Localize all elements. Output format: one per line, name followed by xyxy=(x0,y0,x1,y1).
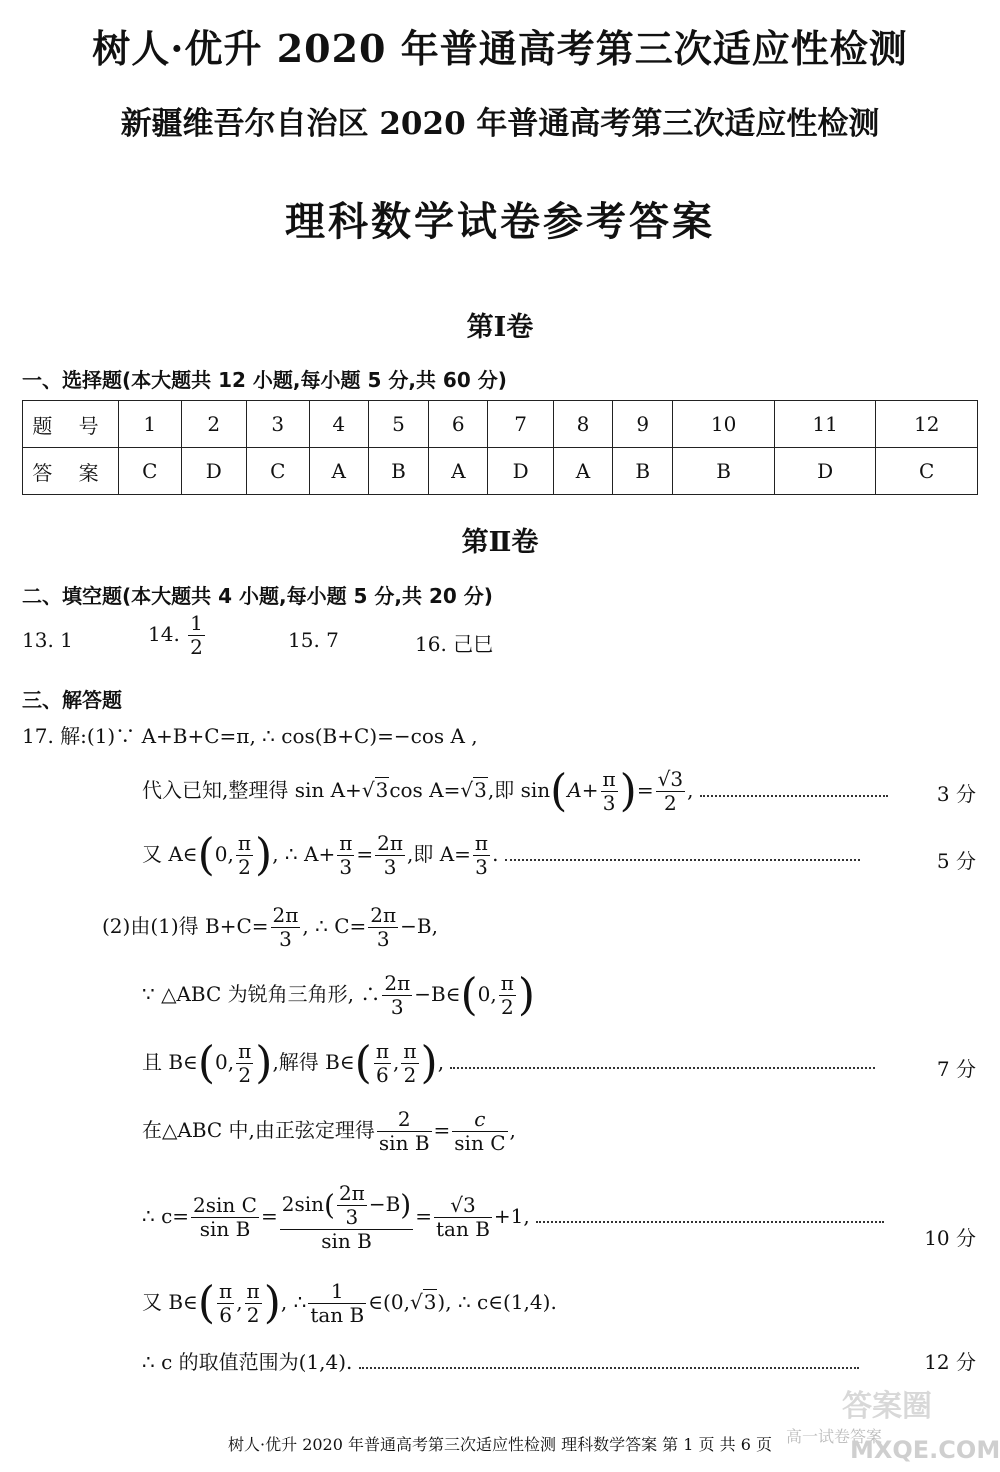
q17-line-4 xyxy=(102,904,438,951)
q17-line-6: 且 B∈(0, $\frac{\pi}{2}$ ),解得 B∈( $\frac{\pi}{6}$ , $\frac{\pi}{2}$ ), xyxy=(142,1040,875,1087)
denominator: sin C xyxy=(454,1131,506,1155)
table-cell: 3 xyxy=(247,401,310,448)
paren-left: ( xyxy=(354,1037,372,1089)
paren-left: ( xyxy=(197,1277,216,1329)
fraction xyxy=(601,768,618,815)
q17-line-5 xyxy=(142,969,536,1021)
denominator: 2 xyxy=(190,635,203,659)
fraction xyxy=(374,1040,391,1087)
table-row-numbers xyxy=(23,401,978,448)
denominator: 2 xyxy=(238,1063,252,1087)
radicand: 3 xyxy=(423,1290,437,1314)
numerator: c xyxy=(452,1108,507,1132)
fraction xyxy=(401,1040,418,1087)
paren-left: ( xyxy=(324,1188,335,1222)
denominator: sin B xyxy=(378,1131,430,1155)
paren-right: ) xyxy=(263,1277,281,1329)
denominator: 3 xyxy=(602,791,616,815)
text: , ∴ xyxy=(280,1290,307,1314)
score-3: 3 分 xyxy=(936,782,976,806)
fraction xyxy=(434,1194,492,1241)
text: , ∴ C= xyxy=(302,914,367,938)
denominator: 2 xyxy=(403,1063,417,1087)
sqrt-symbol: √ xyxy=(361,778,375,802)
table-cell: 9 xyxy=(613,401,673,448)
paren-left: ( xyxy=(197,829,215,881)
watermark-logo xyxy=(772,1388,1000,1464)
score-7: 7 分 xyxy=(936,1057,976,1081)
table-cell: 10 xyxy=(673,401,775,448)
table-cell: C xyxy=(247,448,310,495)
table-cell: A xyxy=(553,448,612,495)
text: ∵ △ABC 为锐角三角形, ∴ xyxy=(142,982,381,1006)
answer-table xyxy=(22,400,978,495)
numerator: 1 xyxy=(190,611,203,635)
denominator: 6 xyxy=(219,1303,232,1327)
paren-left: ( xyxy=(550,765,568,817)
watermark-text-1: 答案圈 xyxy=(842,1389,932,1424)
fraction xyxy=(308,1280,366,1327)
denominator: 3 xyxy=(390,995,404,1019)
table-cell: 7 xyxy=(488,401,553,448)
text: −B, xyxy=(400,914,438,938)
fraction xyxy=(656,768,685,815)
score-5: 5 分 xyxy=(936,849,976,873)
table-cell: 8 xyxy=(553,401,612,448)
fraction xyxy=(188,612,205,659)
denominator: 3 xyxy=(279,927,292,951)
sqrt-symbol: √ xyxy=(460,778,474,802)
table-cell: 4 xyxy=(309,401,368,448)
text: 0, xyxy=(477,982,497,1006)
text: ), ∴ c∈(1,4). xyxy=(437,1290,557,1314)
header-title-1: 树人·优升 2020 年普通高考第三次适应性检测 xyxy=(92,26,908,71)
denominator: 6 xyxy=(376,1063,389,1087)
numerator: 2π xyxy=(338,1181,365,1205)
denominator: 3 xyxy=(345,1205,359,1229)
numerator: π xyxy=(602,767,616,791)
answer-16: 16. 己巳 xyxy=(415,632,494,656)
dot-leader xyxy=(700,795,888,797)
table-cell: 2 xyxy=(181,401,246,448)
numerator xyxy=(280,1182,413,1230)
text: ,即 A= xyxy=(407,842,471,866)
q17-line-2: 代入已知,整理得 sin A+√3cos A=√3,即 sin(A+ $\frac{\pi}{3}$ )= $\frac{√3}{2}$ , xyxy=(142,768,888,815)
text: ∴ c= xyxy=(142,1204,190,1228)
answer-13: 13. 1 xyxy=(22,628,73,652)
fraction xyxy=(382,972,412,1019)
volume-2-heading: 第Ⅱ卷 xyxy=(461,527,539,558)
text: , ∴ A+ xyxy=(272,842,336,866)
denominator: 3 xyxy=(475,855,488,879)
header-title-2: 新疆维吾尔自治区 2020 年普通高考第三次适应性检测 xyxy=(120,106,880,142)
section-2-heading: 二、填空题(本大题共 4 小题,每小题 5 分,共 20 分) xyxy=(22,584,493,608)
fraction xyxy=(473,832,490,879)
numerator: 2π xyxy=(384,971,411,995)
fraction xyxy=(217,1280,234,1327)
sqrt-symbol: √ xyxy=(409,1290,423,1314)
page-footer: 树人·优升 2020 年普通高考第三次适应性检测 理科数学答案 第 1 页 共 6 页 xyxy=(228,1435,772,1454)
paren-left: ( xyxy=(197,1037,216,1089)
numerator: π xyxy=(237,831,252,855)
dot-leader xyxy=(450,1067,875,1069)
table-cell: 12 xyxy=(876,401,978,448)
header-title-3: 理科数学试卷参考答案 xyxy=(285,198,715,245)
denominator: sin B xyxy=(321,1229,372,1253)
denominator: tan B xyxy=(310,1303,365,1327)
paren-right: ) xyxy=(420,1037,438,1089)
numerator: π xyxy=(219,1279,233,1303)
fraction xyxy=(375,832,405,879)
text: 0, xyxy=(214,842,234,866)
numerator: √3 xyxy=(434,1194,492,1218)
section-3-heading: 三、解答题 xyxy=(22,688,122,712)
text: +1, xyxy=(493,1204,530,1228)
table-cell: D xyxy=(774,448,876,495)
text: 又 B∈ xyxy=(142,1290,198,1314)
q17-line-1: 17. 解:(1)∵ A+B+C=π, ∴ cos(B+C)=−cos A , xyxy=(22,724,478,748)
dot-leader xyxy=(536,1221,884,1223)
text: cos A= xyxy=(389,778,461,802)
watermark-graphic xyxy=(772,1388,1000,1464)
answer-14-label: 14. xyxy=(148,622,180,646)
paren-right: ) xyxy=(400,1188,412,1222)
numerator: 2π xyxy=(377,831,403,855)
numerator: 1 xyxy=(308,1280,366,1304)
fraction xyxy=(499,972,516,1019)
denominator: 2 xyxy=(500,995,514,1019)
q17-line-3: 又 A∈(0, $\frac{\pi}{2}$ ), ∴ A+ $\frac{\pi}{3}$ = $\frac{2\pi}{3}$ ,即 A= $\frac{\pi}{3}$ . xyxy=(142,832,860,879)
table-cell: C xyxy=(876,448,978,495)
denominator: 2 xyxy=(246,1303,260,1327)
text: (2)由(1)得 B+C= xyxy=(102,914,269,938)
table-row-answers xyxy=(23,448,978,495)
score-12: 12 分 xyxy=(924,1350,976,1374)
numerator: π xyxy=(238,1039,252,1063)
denominator: 3 xyxy=(339,855,353,879)
q17-line-8: ∴ c= $\frac{\text{2sin C}}{\text{sin B}}$ = 2sin( $\frac{2\pi}{3}$ −B) sin B = $\frac{√3}{\text{tan B}}$ +1, xyxy=(142,1182,884,1253)
fraction xyxy=(245,1280,262,1327)
fraction xyxy=(191,1194,259,1241)
table-cell: D xyxy=(488,448,553,495)
fraction xyxy=(337,1182,367,1229)
fraction xyxy=(377,1108,432,1155)
text: 且 B∈ xyxy=(142,1050,198,1074)
numerator: 2sin C xyxy=(193,1193,257,1217)
table-cell: B xyxy=(368,448,428,495)
section-1-heading: 一、选择题(本大题共 12 小题,每小题 5 分,共 60 分) xyxy=(22,368,507,392)
numerator: 2π xyxy=(370,903,397,927)
dot-leader xyxy=(359,1367,859,1369)
answer-14 xyxy=(148,612,207,659)
denominator: 2 xyxy=(663,791,677,815)
q17-line-7: 在△ABC 中,由正弦定理得 $\frac{2}{\text{sin B}}$ = $\frac{c}{\text{sin C}}$ , xyxy=(142,1107,516,1155)
watermark-text-2: MXQE.COM xyxy=(850,1436,1000,1464)
numerator: √3 xyxy=(657,767,684,791)
table-cell: B xyxy=(673,448,775,495)
fraction xyxy=(337,832,354,879)
volume-1-heading: 第Ⅰ卷 xyxy=(466,312,534,343)
fraction xyxy=(236,832,253,879)
text: 又 A∈ xyxy=(142,842,198,866)
numerator: π xyxy=(403,1039,417,1063)
text: 2sin xyxy=(281,1192,325,1216)
q17-line-10 xyxy=(142,1346,859,1375)
denominator: tan B xyxy=(436,1217,490,1241)
fraction xyxy=(452,1108,507,1155)
text: ∴ c 的取值范围为(1,4). xyxy=(142,1350,353,1374)
table-cell: D xyxy=(181,448,246,495)
text: −B∈ xyxy=(414,982,461,1006)
fraction xyxy=(368,904,398,951)
text: ,解得 B∈ xyxy=(272,1050,355,1074)
numerator: π xyxy=(246,1279,260,1303)
q17-line-9: 又 B∈( $\frac{\pi}{6}$ , $\frac{\pi}{2}$ ), ∴ $\frac{1}{\text{tan B}}$ ∈(0,√3), ∴ c∈(1,4). xyxy=(142,1277,557,1329)
table-cell: A xyxy=(429,448,488,495)
numerator: π xyxy=(500,971,514,995)
table-cell: A xyxy=(309,448,368,495)
dot-leader xyxy=(505,859,860,861)
numerator: π xyxy=(375,1039,389,1063)
text: ∈(0, xyxy=(368,1290,410,1314)
table-cell: 11 xyxy=(774,401,876,448)
watermark-text-3: 高一试卷答案 xyxy=(786,1427,883,1446)
table-cell: C xyxy=(119,448,182,495)
table-cell: 6 xyxy=(429,401,488,448)
radicand: 3 xyxy=(375,778,389,802)
paren-right: ) xyxy=(619,765,637,817)
fraction xyxy=(280,1182,413,1253)
table-row-header: 题 号 xyxy=(23,401,119,448)
paren-right: ) xyxy=(255,829,273,881)
text: 在△ABC 中,由正弦定理得 xyxy=(142,1118,375,1142)
text: A+ xyxy=(567,778,599,802)
numerator: 2 xyxy=(377,1108,432,1132)
paren-right: ) xyxy=(255,1037,273,1089)
table-row-header: 答 案 xyxy=(23,448,119,495)
fraction xyxy=(236,1040,253,1087)
paren-right: ) xyxy=(517,969,536,1021)
score-10: 10 分 xyxy=(924,1226,976,1250)
denominator: sin B xyxy=(199,1217,251,1241)
text: 0, xyxy=(215,1050,235,1074)
denominator: 3 xyxy=(383,855,397,879)
denominator: 2 xyxy=(238,855,251,879)
table-cell: B xyxy=(613,448,673,495)
answer-15: 15. 7 xyxy=(288,628,339,652)
table-cell: 1 xyxy=(119,401,182,448)
table-cell: 5 xyxy=(368,401,428,448)
text: 代入已知,整理得 sin A+ xyxy=(142,778,362,802)
text: −B xyxy=(368,1192,401,1216)
numerator: 2π xyxy=(272,903,299,927)
fraction xyxy=(271,904,301,951)
numerator: π xyxy=(474,831,489,855)
text: ,即 sin xyxy=(487,778,551,802)
paren-left: ( xyxy=(460,969,478,1021)
denominator: 3 xyxy=(376,927,390,951)
radicand: 3 xyxy=(474,778,487,802)
numerator: π xyxy=(339,831,353,855)
